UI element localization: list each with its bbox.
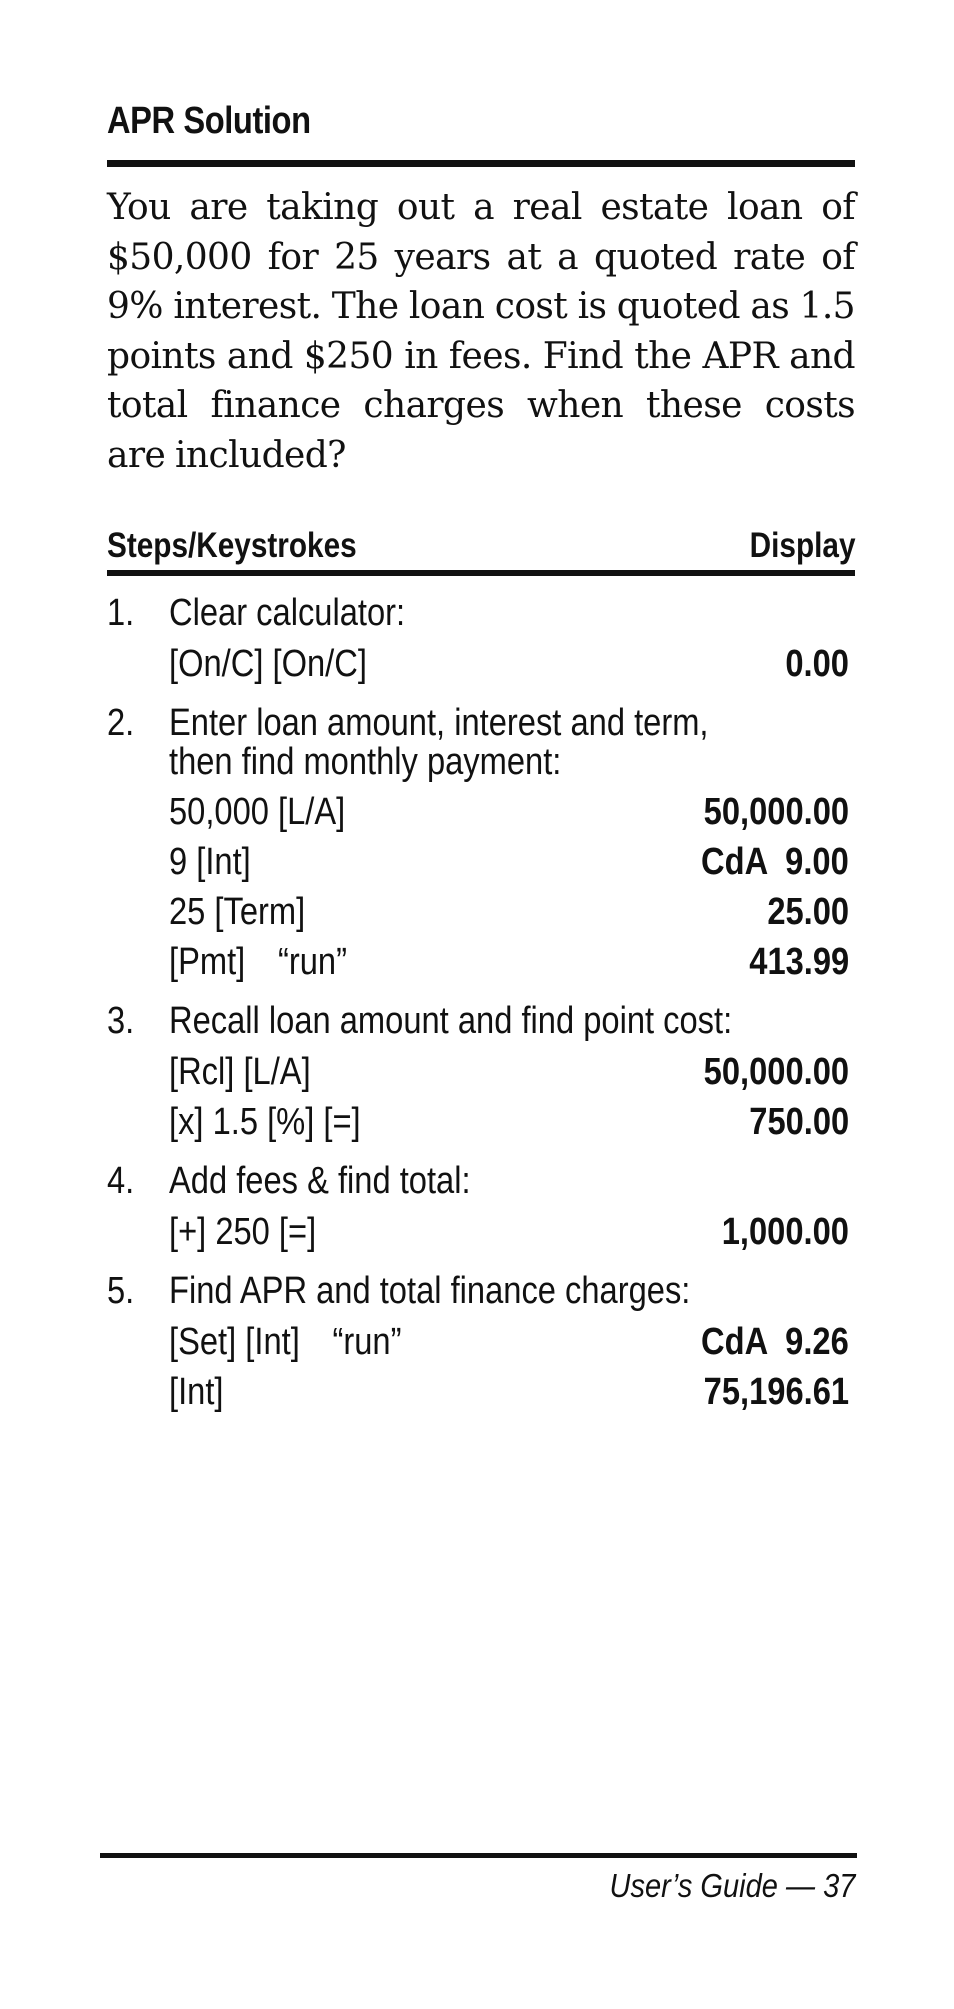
step-3-row-1 [107, 1049, 849, 1095]
step-title: Find APR and total finance charges: [169, 1270, 691, 1312]
display-value: 413.99 [749, 941, 849, 983]
display-value: 750.00 [749, 1101, 849, 1143]
run-indicator: “run” [277, 941, 347, 983]
step-2-row-3 [107, 889, 849, 935]
step-4-title-line [107, 1158, 849, 1204]
step-number: 4. [107, 1160, 135, 1202]
step-title: Recall loan amount and find point cost: [169, 1000, 733, 1042]
step-5-title-line [107, 1268, 849, 1314]
display-value: 0.00 [785, 643, 849, 685]
run-indicator: “run” [332, 1321, 402, 1363]
keystrokes [169, 939, 347, 985]
display-column-header: Display [749, 526, 855, 565]
section-heading: APR Solution [107, 100, 311, 142]
keystrokes: [On/C] [On/C] [169, 643, 367, 685]
keystrokes [169, 1319, 401, 1365]
footer-rule [100, 1853, 857, 1858]
page-footer: User’s Guide — 37 [609, 1867, 855, 1904]
display-value: CdA 9.00 [701, 841, 849, 883]
step-4-row-1 [107, 1209, 849, 1255]
step-2-title-line-2 [107, 739, 849, 785]
step-title-continued: then find monthly payment: [169, 741, 562, 783]
step-2-row-1 [107, 789, 849, 835]
steps-column-header: Steps/Keystrokes [107, 526, 357, 565]
column-header-rule [107, 570, 855, 576]
keystrokes: [x] 1.5 [%] [=] [169, 1101, 361, 1143]
keystrokes: 50,000 [L/A] [169, 791, 346, 833]
step-5-row-2 [107, 1369, 849, 1415]
step-1-title-line [107, 590, 849, 636]
step-2-row-4 [107, 939, 849, 985]
step-number: 2. [107, 702, 135, 744]
display-value: 75,196.61 [703, 1371, 849, 1413]
step-title: Add fees & find total: [169, 1160, 471, 1202]
step-1-row-1 [107, 641, 849, 687]
keystrokes: 9 [Int] [169, 841, 251, 883]
heading-rule [107, 160, 855, 167]
display-value: 50,000.00 [703, 791, 849, 833]
problem-statement: You are taking out a real estate loan of $50,000 for 25 years at a quoted rate of 9% interest. The loan cost is quoted as 1.5 points and $250 in fees. Find the APR and total finance charges when these costs are included? [107, 187, 855, 476]
keystrokes: [Int] [169, 1371, 224, 1413]
step-title: Clear calculator: [169, 592, 406, 634]
step-number: 1. [107, 592, 135, 634]
step-3-title-line [107, 998, 849, 1044]
step-5-row-1 [107, 1319, 849, 1365]
keystroke-keys: [Pmt] [169, 941, 246, 983]
keystrokes: [+] 250 [=] [169, 1211, 317, 1253]
column-headers [107, 526, 855, 570]
step-number: 3. [107, 1000, 135, 1042]
step-title: Enter loan amount, interest and term, [169, 702, 709, 744]
display-value: 25.00 [767, 891, 849, 933]
keystroke-keys: [Set] [Int] [169, 1321, 300, 1363]
step-2-row-2 [107, 839, 849, 885]
display-value: 1,000.00 [721, 1211, 849, 1253]
display-value: CdA 9.26 [701, 1321, 849, 1363]
step-3-row-2 [107, 1099, 849, 1145]
step-number: 5. [107, 1270, 135, 1312]
display-value: 50,000.00 [703, 1051, 849, 1093]
keystrokes: 25 [Term] [169, 891, 306, 933]
keystrokes: [Rcl] [L/A] [169, 1051, 311, 1093]
